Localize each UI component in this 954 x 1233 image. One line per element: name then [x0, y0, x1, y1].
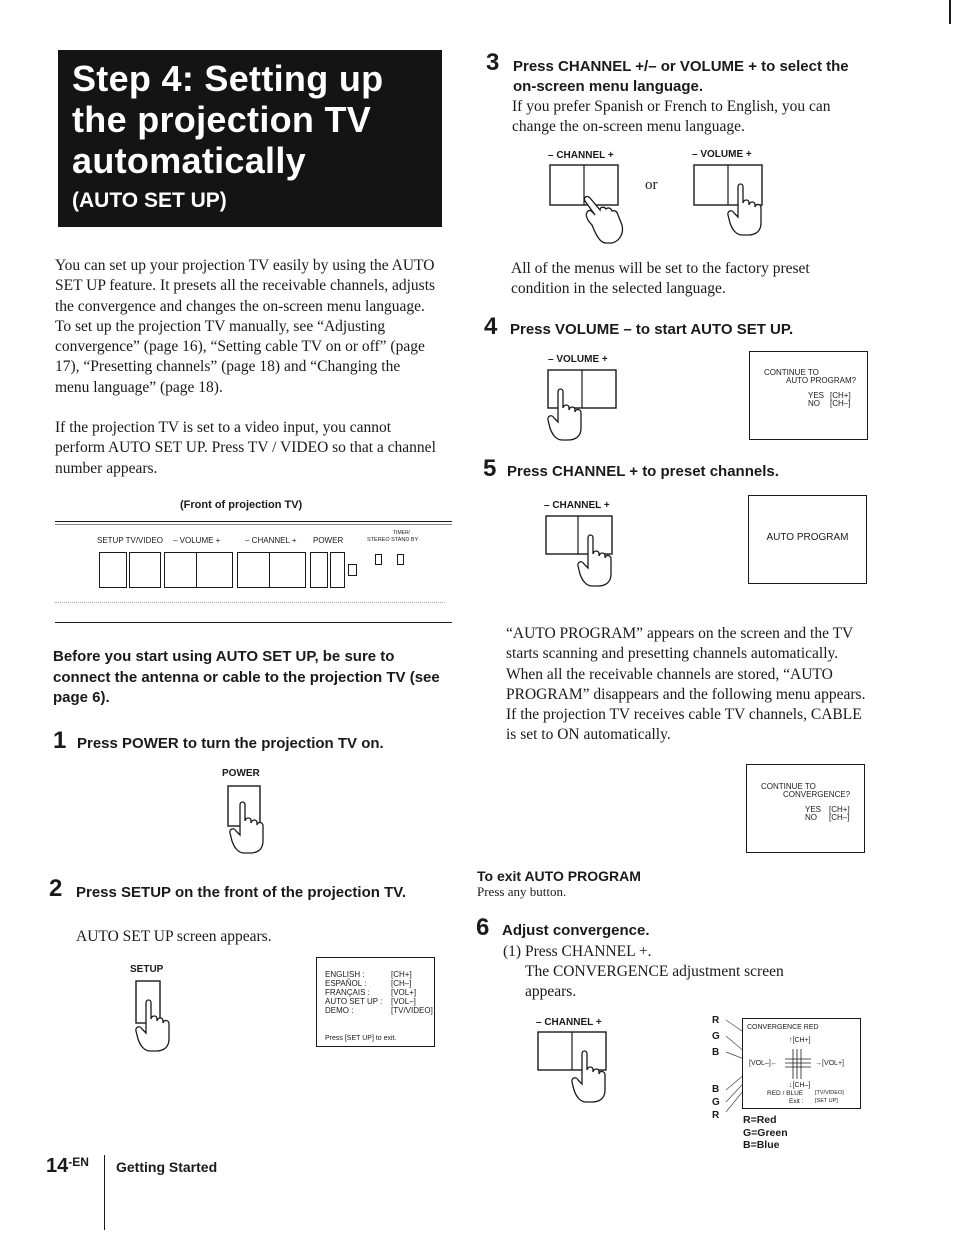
- step-1-heading: Press POWER to turn the projection TV on.: [77, 735, 384, 752]
- setup-warning: Before you start using AUTO SET UP, be sure to connect the antenna or cable to the projection TV (see page 6).: [53, 648, 440, 706]
- rgb-label: R: [712, 1015, 720, 1026]
- page-number: [46, 1155, 89, 1178]
- step-3-after: All of the menus will be set to the factory preset condition in the selected language.: [511, 260, 810, 298]
- legend-item: R=Red: [743, 1114, 777, 1126]
- panel-label-setup: SETUP TV/VIDEO: [97, 536, 163, 545]
- footer-divider: [104, 1155, 105, 1230]
- auto-program-screen: [748, 495, 867, 584]
- setup-screen: [316, 957, 435, 1047]
- prompt-line-1: CONTINUE TO: [764, 368, 819, 377]
- panel-label-stereo: STEREO STAND BY: [367, 537, 419, 543]
- power-press-illustration: [222, 783, 272, 855]
- channel-minus-button[interactable]: [237, 552, 270, 588]
- title-banner: [58, 50, 442, 227]
- panel-label-power: POWER: [313, 536, 344, 545]
- prompt-no-key: [CH–]: [829, 813, 850, 822]
- rgb-label: R: [712, 1110, 720, 1121]
- auto-program-prompt-screen: [749, 351, 868, 440]
- prompt-no: NO: [805, 813, 817, 822]
- channel-label: – CHANNEL +: [536, 1017, 602, 1028]
- setup-screen-footer: Press [SET UP] to exit.: [325, 1035, 397, 1042]
- channel-plus-press-illustration: [544, 514, 624, 594]
- setup-button[interactable]: [99, 552, 127, 588]
- rgb-label: B: [712, 1047, 720, 1058]
- convergence-exit: Exit :: [789, 1098, 804, 1105]
- step-4-heading: Press VOLUME – to start AUTO SET UP.: [510, 321, 794, 338]
- pressing-hand-icon: [128, 978, 178, 1053]
- step-5-heading: Press CHANNEL + to preset channels.: [507, 463, 779, 480]
- step-6-number: 6: [476, 914, 490, 941]
- power-switch[interactable]: [330, 552, 345, 588]
- setup-screen-label: FRANÇAIS :: [325, 988, 370, 997]
- front-panel-caption: (Front of projection TV): [180, 499, 303, 511]
- step-6-sub1: (1) Press CHANNEL +.: [503, 943, 652, 960]
- setup-screen-key: [CH–]: [391, 979, 412, 988]
- page-number-value: 14: [46, 1155, 69, 1177]
- convergence-exit-key: [SET UP]: [815, 1098, 838, 1104]
- page-title: Step 4: Setting up the projection TV automatically: [72, 58, 384, 181]
- setup-screen-key: [VOL+]: [391, 988, 417, 997]
- stereo-indicator: [348, 564, 357, 576]
- tv-video-button[interactable]: [129, 552, 161, 588]
- prompt-line-2: AUTO PROGRAM?: [786, 376, 857, 385]
- rgb-labels-bottom: [712, 1083, 720, 1122]
- setup-screen-key: [TV/VIDEO]: [391, 1006, 433, 1015]
- convergence-title: CONVERGENCE RED: [747, 1024, 819, 1031]
- setup-press-illustration: [128, 978, 178, 1053]
- pressing-hand-icon: [548, 163, 628, 245]
- legend-item: G=Green: [743, 1126, 788, 1139]
- panel-label-timer: TIMER/: [393, 530, 410, 536]
- pressing-hand-icon: [222, 783, 272, 855]
- step-6-heading: Adjust convergence.: [502, 922, 650, 939]
- panel-label-channel: – CHANNEL +: [245, 536, 297, 545]
- rgb-label: G: [712, 1097, 720, 1108]
- channel-label: – CHANNEL +: [548, 150, 614, 161]
- setup-screen-label: ENGLISH :: [325, 970, 365, 979]
- setup-label: SETUP: [130, 964, 164, 975]
- step-2-heading: Press SETUP on the front of the projection TV.: [76, 884, 407, 901]
- setup-screen-label: ESPAÑOL :: [325, 979, 367, 988]
- color-legend: [743, 1114, 788, 1152]
- exit-note-heading: To exit AUTO PROGRAM: [477, 868, 641, 884]
- step-3-body: If you prefer Spanish or French to English, you can change the on-screen menu language.: [512, 98, 831, 136]
- pressing-hand-icon: [692, 163, 772, 243]
- or-label: or: [645, 177, 658, 193]
- rgb-label: B: [712, 1084, 720, 1095]
- intro-paragraph: You can set up your projection TV easily by using the AUTO SET UP feature. It presets all the receivable channels, adjusts the convergence and changes the on-screen menu language. To set up the projection TV manually, see “Adjusting convergence” (page 16), “Setting cable TV on or off” (page 17), “Presetting channels” (page 18) and “Changing the menu language” (page 18).: [55, 257, 436, 396]
- step-5-after: “AUTO PROGRAM” appears on the screen and the TV starts scanning and presetting channels automatically. When all the receivable channels are stored, “AUTO PROGRAM” disappears and the following menu appears. If the projection TV receives cable TV channels, CABLE is set to ON automatically.: [506, 625, 866, 744]
- step-5-number: 5: [483, 455, 497, 482]
- convergence-prompt-screen: [746, 764, 865, 853]
- setup-screen-label: AUTO SET UP :: [325, 997, 383, 1006]
- channel-plus-press-illustration-2: [536, 1030, 616, 1110]
- page-subtitle: (AUTO SET UP): [72, 189, 227, 212]
- volume-label: – VOLUME +: [548, 354, 608, 365]
- power-label: POWER: [222, 768, 260, 779]
- volume-minus-button[interactable]: [164, 552, 197, 588]
- prompt-yes: YES: [805, 805, 822, 814]
- volume-press-illustration: [692, 163, 772, 243]
- setup-screen-label: DEMO :: [325, 1006, 354, 1015]
- panel-label-volume: – VOLUME +: [173, 536, 221, 545]
- prompt-no: NO: [808, 399, 820, 408]
- auto-program-text: AUTO PROGRAM: [766, 532, 849, 543]
- convergence-ch-plus: ↑[CH+]: [789, 1037, 811, 1044]
- legend-item: B=Blue: [743, 1139, 780, 1151]
- prompt-line-1: CONTINUE TO: [761, 782, 816, 791]
- convergence-vol-plus: →[VOL+]: [815, 1060, 844, 1067]
- prompt-yes: YES: [808, 391, 825, 400]
- rgb-labels-top: [712, 1013, 720, 1061]
- volume-label: – VOLUME +: [692, 149, 752, 160]
- convergence-vol-minus: [VOL–]←: [749, 1060, 778, 1067]
- step-3-heading: Press CHANNEL +/– or VOLUME + to select the on-screen menu language.: [513, 58, 849, 95]
- page-edge-mark: [949, 0, 951, 24]
- setup-screen-key: [CH+]: [391, 970, 412, 979]
- channel-press-illustration: [548, 163, 628, 245]
- convergence-screen: [742, 1018, 861, 1109]
- pressing-hand-icon: [544, 514, 624, 594]
- intro-note: If the projection TV is set to a video input, you cannot perform AUTO SET UP. Press TV / VIDEO so that a channel number appears.: [55, 419, 436, 477]
- setup-screen-key: [VOL–]: [391, 997, 416, 1006]
- convergence-crosshair-icon: [785, 1047, 811, 1081]
- page-number-suffix: -EN: [68, 1155, 89, 1169]
- pressing-hand-icon: [536, 1030, 616, 1110]
- power-button[interactable]: [310, 552, 328, 588]
- step-2-number: 2: [49, 875, 63, 902]
- section-name: Getting Started: [116, 1159, 218, 1175]
- prompt-yes-key: [CH+]: [829, 805, 850, 814]
- prompt-no-key: [CH–]: [830, 399, 851, 408]
- front-panel-diagram: [55, 518, 452, 630]
- convergence-redblue-key: [TV/VIDEO]: [815, 1090, 844, 1096]
- channel-plus-button[interactable]: [269, 552, 306, 588]
- step-3-number: 3: [486, 49, 500, 76]
- step-4-number: 4: [484, 313, 498, 340]
- step-1-number: 1: [53, 727, 67, 754]
- standby-indicator: [397, 554, 404, 565]
- rgb-label: G: [712, 1031, 720, 1042]
- convergence-redblue: RED / BLUE: [767, 1090, 804, 1097]
- channel-label: – CHANNEL +: [544, 500, 610, 511]
- convergence-ch-minus: ↓[CH–]: [789, 1082, 811, 1089]
- volume-minus-press-illustration: [546, 368, 626, 448]
- exit-note-body: Press any button.: [477, 884, 567, 899]
- step-6-sub2: The CONVERGENCE adjustment screen appears.: [525, 963, 784, 1001]
- volume-plus-button[interactable]: [196, 552, 233, 588]
- step-2-body: AUTO SET UP screen appears.: [76, 928, 272, 945]
- timer-indicator: [375, 554, 382, 565]
- prompt-line-2: CONVERGENCE?: [783, 790, 851, 799]
- pressing-hand-icon: [546, 368, 626, 448]
- prompt-yes-key: [CH+]: [830, 391, 851, 400]
